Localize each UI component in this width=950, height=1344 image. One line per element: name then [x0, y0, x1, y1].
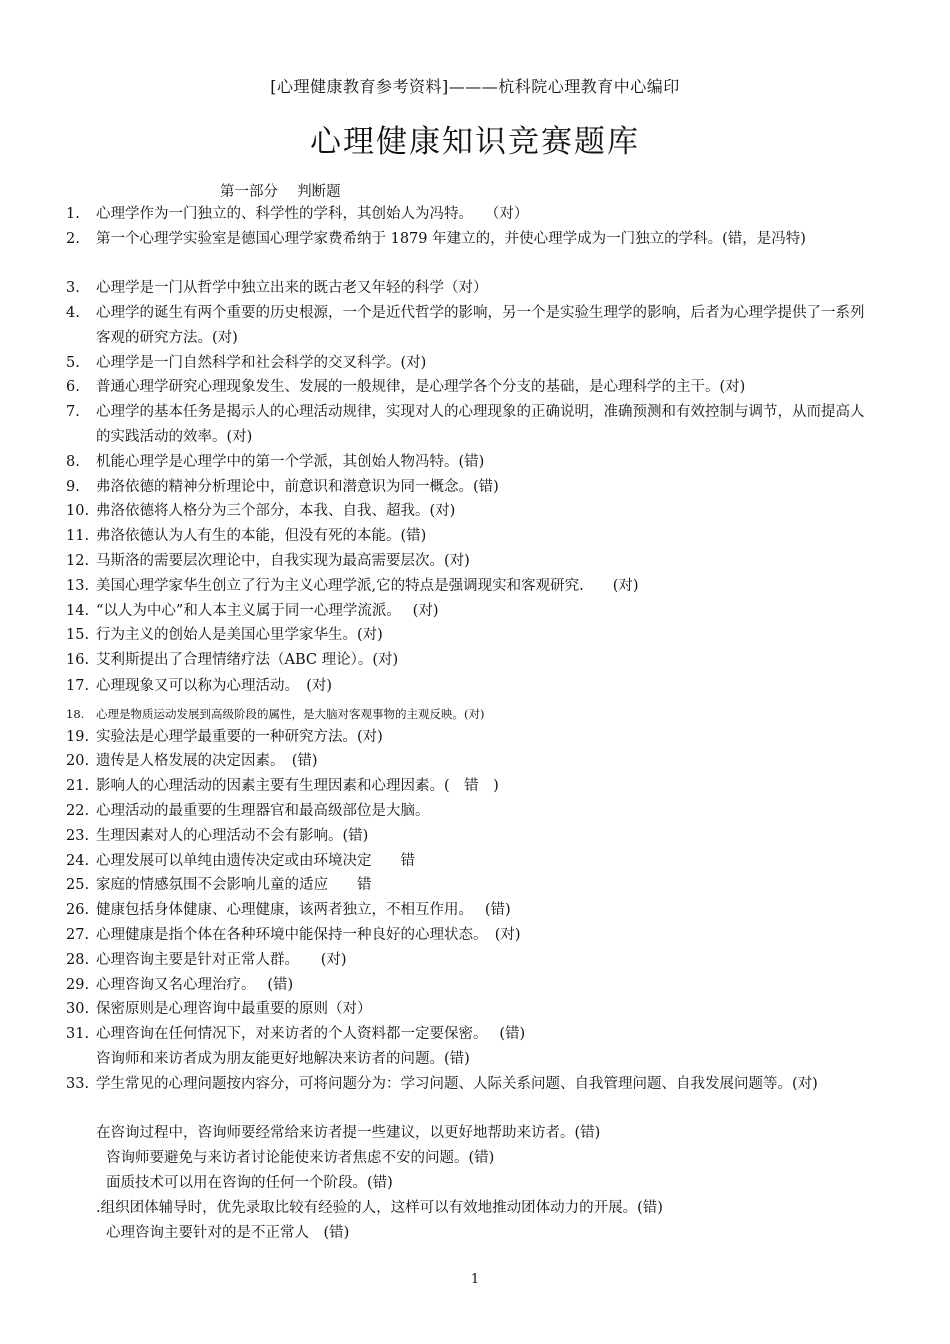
- question-text: 艾利斯提出了合理情绪疗法（ABC 理论）。(对): [96, 652, 399, 668]
- question-number: 30.: [66, 1001, 90, 1017]
- question-text: 心理发展可以单纯由遗传决定或由环境决定 错: [96, 853, 415, 869]
- question-text: 咨询师要避免与来访者讨论能使来访者焦虑不安的问题。(错): [106, 1150, 495, 1166]
- question-text: 保密原则是心理咨询中最重要的原则（对）: [96, 1001, 372, 1017]
- question-number: 17.: [66, 678, 90, 694]
- question-text: 学生常见的心理问题按内容分，可将问题分为：学习问题、人际关系问题、自我管理问题、自我发展问题等。(对): [96, 1076, 818, 1092]
- question-text: 心理活动的最重要的生理器官和最高级部位是大脑。: [96, 803, 430, 819]
- question-text: 心理咨询主要是针对正常人群。 (对): [96, 952, 347, 968]
- question-text: 心理健康是指个体在各种环境中能保持一种良好的心理状态。 (对): [96, 927, 521, 943]
- question-text: 马斯洛的需要层次理论中，自我实现为最高需要层次。(对): [96, 553, 470, 569]
- question-number: 18.: [66, 707, 85, 721]
- question-text: 心理咨询主要针对的是不正常人 (错): [106, 1225, 350, 1241]
- question-text: 普通心理学研究心理现象发生、发展的一般规律，是心理学各个分支的基础，是心理科学的主干。(对): [96, 379, 746, 395]
- question-number: 21.: [66, 778, 90, 794]
- question-number: 9.: [66, 479, 80, 495]
- question-text: 遗传是人格发展的决定因素。 (错): [96, 753, 318, 769]
- question-text: 心理学作为一门独立的、科学性的学科，其创始人为冯特。 （对）: [96, 206, 529, 222]
- question-number: 23.: [66, 828, 90, 844]
- question-number: 24.: [66, 853, 90, 869]
- question-text: 影响人的心理活动的因素主要有生理因素和心理因素。( 错 ): [96, 778, 499, 794]
- question-text: .组织团体辅导时，优先录取比较有经验的人，这样可以有效地推动团体动力的开展。(错): [96, 1200, 663, 1216]
- question-text: 弗洛依德将人格分为三个部分，本我、自我、超我。(对): [96, 503, 456, 519]
- question-text: 在咨询过程中，咨询师要经常给来访者提一些建议，以更好地帮助来访者。(错): [96, 1125, 601, 1141]
- question-text: 心理学是一门从哲学中独立出来的既古老又年轻的科学（对）: [96, 280, 488, 296]
- question-text: 心理学的基本任务是揭示人的心理活动规律，实现对人的心理现象的正确说明，准确预测和有效控制与调节，从而提高人的实践活动的效率。(对): [96, 404, 865, 445]
- question-text: 咨询师和来访者成为朋友能更好地解决来访者的问题。(错): [96, 1051, 470, 1067]
- question-text: 心理咨询又名心理治疗。 (错): [96, 977, 294, 993]
- question-number: 19.: [66, 729, 90, 745]
- question-number: 26.: [66, 902, 90, 918]
- question-number: 29.: [66, 977, 90, 993]
- question-text: 心理现象又可以称为心理活动。 (对): [96, 678, 333, 694]
- question-text: 实验法是心理学最重要的一种研究方法。(对): [96, 729, 383, 745]
- question-number: 3.: [66, 280, 80, 296]
- question-number: 20.: [66, 753, 90, 769]
- question-number: 16.: [66, 652, 90, 668]
- question-number: 10.: [66, 503, 90, 519]
- question-text: 美国心理学家华生创立了行为主义心理学派,它的特点是强调现实和客观研究. (对): [96, 578, 639, 594]
- question-number: 4.: [66, 305, 80, 321]
- question-text: 健康包括身体健康、心理健康，该两者独立，不相互作用。 (错): [96, 902, 511, 918]
- question-number: 2.: [66, 231, 80, 247]
- question-text: 行为主义的创始人是美国心里学家华生。(对): [96, 627, 383, 643]
- page-header: [心理健康教育参考资料]———杭科院心理教育中心编印: [270, 77, 680, 96]
- section-heading: 第一部分 判断题: [220, 184, 341, 200]
- question-number: 27.: [66, 927, 90, 943]
- question-number: 14.: [66, 603, 90, 619]
- question-number: 33.: [66, 1076, 90, 1092]
- question-number: 28.: [66, 952, 90, 968]
- question-text: 心理是物质运动发展到高级阶段的属性，是大脑对客观事物的主观反映。(对): [96, 707, 485, 721]
- question-number: 1.: [66, 206, 80, 222]
- question-text: 生理因素对人的心理活动不会有影响。(错): [96, 828, 369, 844]
- question-number: 6.: [66, 379, 80, 395]
- question-number: 15.: [66, 627, 90, 643]
- page-number: 1: [470, 1272, 480, 1287]
- question-text: 心理学是一门自然科学和社会科学的交叉科学。(对): [96, 355, 427, 371]
- question-number: 5.: [66, 355, 80, 371]
- question-number: 12.: [66, 553, 90, 569]
- question-text: 心理咨询在任何情况下，对来访者的个人资料都一定要保密。 (错): [96, 1026, 526, 1042]
- question-text: 弗洛依德认为人有生的本能，但没有死的本能。(错): [96, 528, 427, 544]
- question-number: 8.: [66, 454, 80, 470]
- question-text: 面质技术可以用在咨询的任何一个阶段。(错): [106, 1175, 393, 1191]
- question-text: “以人为中心”和人本主义属于同一心理学流派。 (对): [96, 603, 439, 619]
- question-text: 家庭的情感氛围不会影响儿童的适应 错: [96, 877, 372, 893]
- question-text: 弗洛依德的精神分析理论中，前意识和潜意识为同一概念。(错): [96, 479, 499, 495]
- question-text: 心理学的诞生有两个重要的历史根源，一个是近代哲学的影响，另一个是实验生理学的影响，后者为心理学提供了一系列客观的研究方法。(对): [96, 305, 865, 346]
- question-number: 25.: [66, 877, 90, 893]
- question-number: 31.: [66, 1026, 90, 1042]
- question-number: 11.: [66, 528, 90, 544]
- question-number: 13.: [66, 578, 90, 594]
- question-number: 22.: [66, 803, 90, 819]
- question-number: 7.: [66, 404, 80, 420]
- page-title: 心理健康知识竞赛题库: [310, 124, 640, 160]
- question-text: 机能心理学是心理学中的第一个学派，其创始人物冯特。(错): [96, 454, 485, 470]
- question-text: 第一个心理学实验室是德国心理学家费希纳于 1879 年建立的，并使心理学成为一门独立的学科。(错，是冯特): [96, 231, 806, 247]
